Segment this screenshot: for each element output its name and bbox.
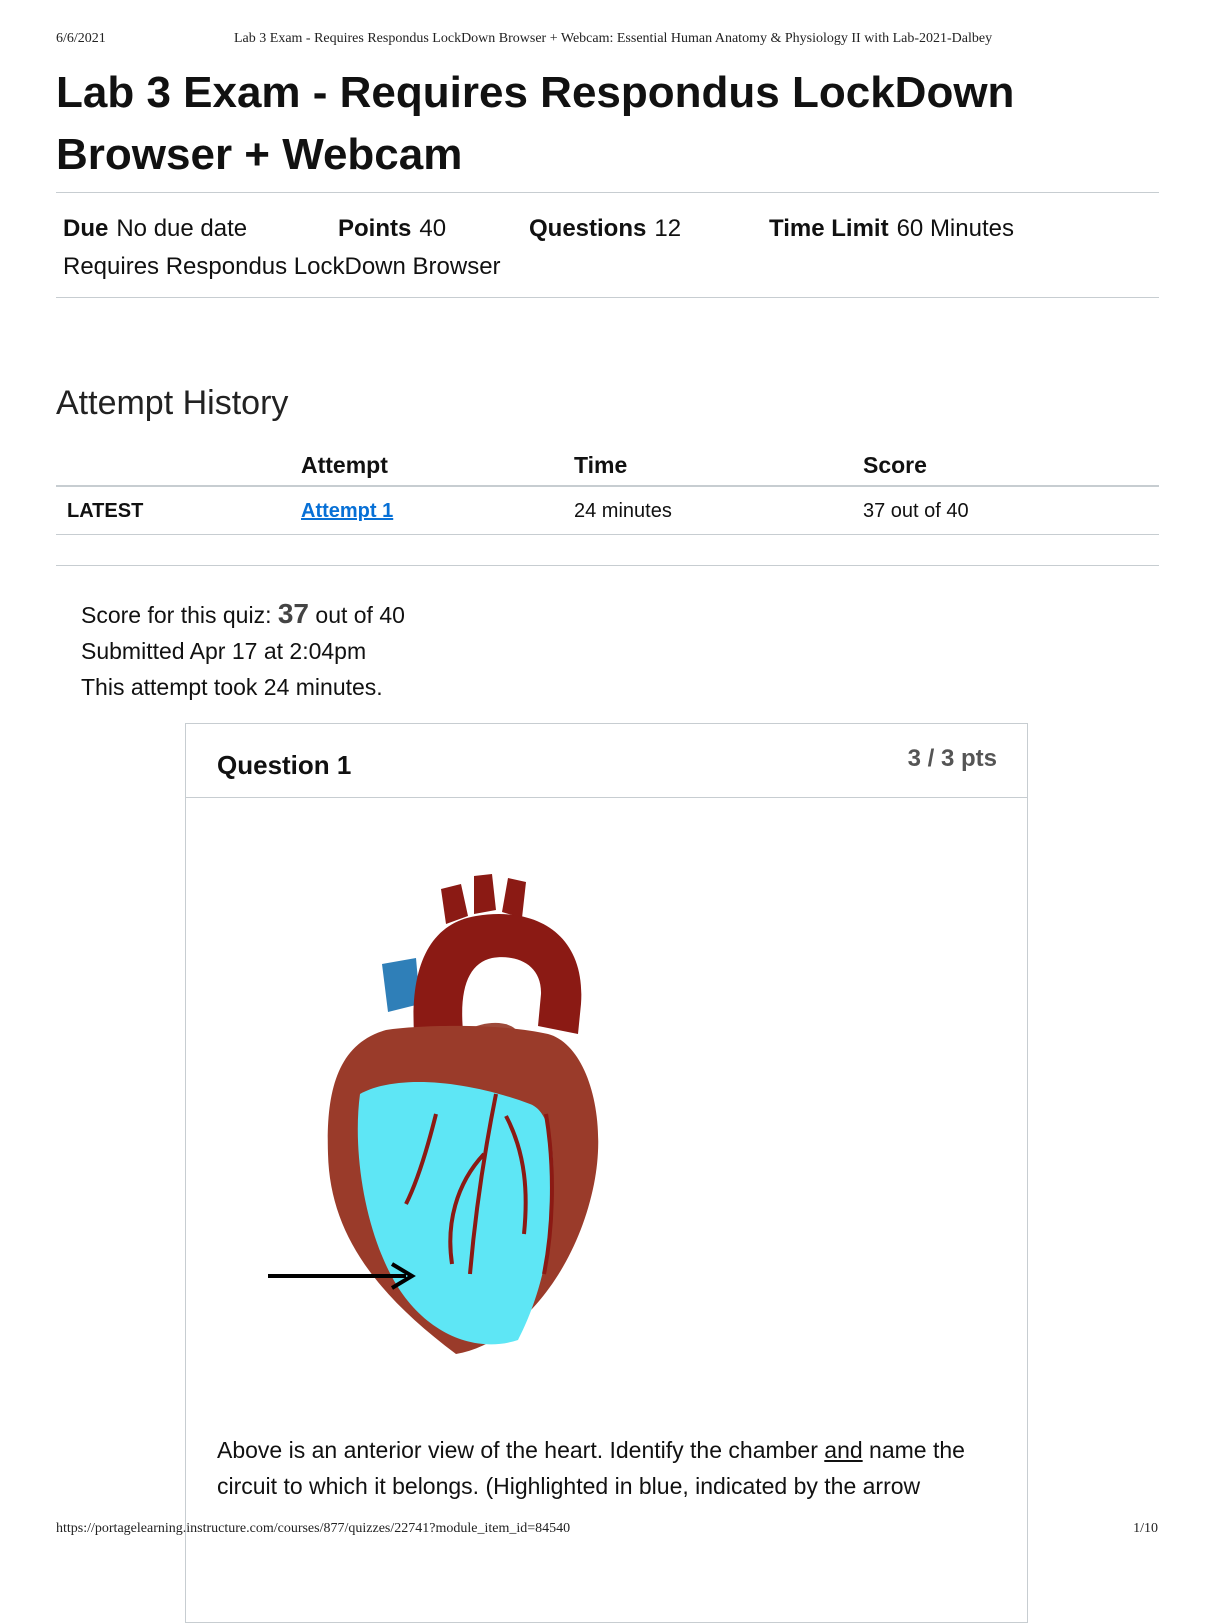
print-date: 6/6/2021: [56, 31, 106, 46]
due-label: Due: [63, 215, 109, 242]
question-title: Question 1: [217, 750, 352, 780]
attempt-duration: This attempt took 24 minutes.: [81, 674, 383, 700]
due-value: No due date: [116, 215, 248, 242]
print-page-number: 1/10: [1133, 1521, 1158, 1536]
question-header: [186, 724, 1027, 798]
print-page-title: Lab 3 Exam - Requires Respondus LockDown Browser + Webcam: Essential Human Anatomy & Physiology II with Lab-2021-Dalbey: [234, 31, 993, 46]
quiz-score-line: [81, 596, 405, 633]
question-points: 3 / 3 pts: [907, 745, 997, 772]
column-header-time: Time: [574, 452, 628, 478]
question-text-emphasis: and: [824, 1437, 863, 1463]
time-limit-label: Time Limit: [769, 215, 889, 242]
quiz-score: 37: [277, 598, 310, 629]
heart-diagram: [256, 854, 616, 1374]
divider: [56, 565, 1159, 566]
attempt-history-heading: Attempt History: [56, 384, 289, 422]
print-header: [0, 31, 1224, 51]
attempt-1-link[interactable]: Attempt 1: [301, 500, 394, 522]
table-row-rule: [56, 534, 1159, 535]
questions-value: 12: [654, 215, 682, 242]
question-text-part2: name the circuit to which it belongs. (Highlighted in blue, indicated by the arrow: [217, 1437, 965, 1499]
score-suffix: out of 40: [309, 602, 405, 628]
points-value: 40: [419, 215, 447, 242]
column-header-score: Score: [863, 452, 927, 478]
print-url: https://portagelearning.instructure.com/courses/877/quizzes/22741?module_item_id=84540: [56, 1521, 571, 1536]
points-detail: [338, 210, 446, 248]
attempt-time: 24 minutes: [574, 500, 672, 522]
questions-label: Questions: [529, 215, 647, 242]
points-label: Points: [338, 215, 412, 242]
divider: [56, 297, 1159, 298]
question-card: [185, 723, 1028, 1623]
due-detail: [63, 210, 247, 248]
attempt-score: 37 out of 40: [863, 500, 969, 522]
page-title: Lab 3 Exam - Requires Respondus LockDown Browser + Webcam: [56, 68, 1015, 179]
time-limit-detail: [769, 210, 1014, 248]
question-text: [217, 1432, 1007, 1504]
question-text-part1: Above is an anterior view of the heart. Identify the chamber: [217, 1437, 825, 1463]
print-footer: [0, 1521, 1224, 1541]
time-limit-value: 60 Minutes: [896, 215, 1014, 242]
column-header-attempt: Attempt: [301, 452, 388, 478]
score-prefix: Score for this quiz:: [81, 602, 278, 628]
score-summary: [81, 596, 405, 705]
submitted-time: Submitted Apr 17 at 2:04pm: [81, 638, 367, 664]
divider: [56, 192, 1159, 193]
questions-detail: [529, 210, 681, 248]
latest-label: LATEST: [67, 500, 144, 522]
lockdown-requirement: Requires Respondus LockDown Browser: [63, 253, 501, 280]
table-header-rule: [56, 485, 1159, 487]
